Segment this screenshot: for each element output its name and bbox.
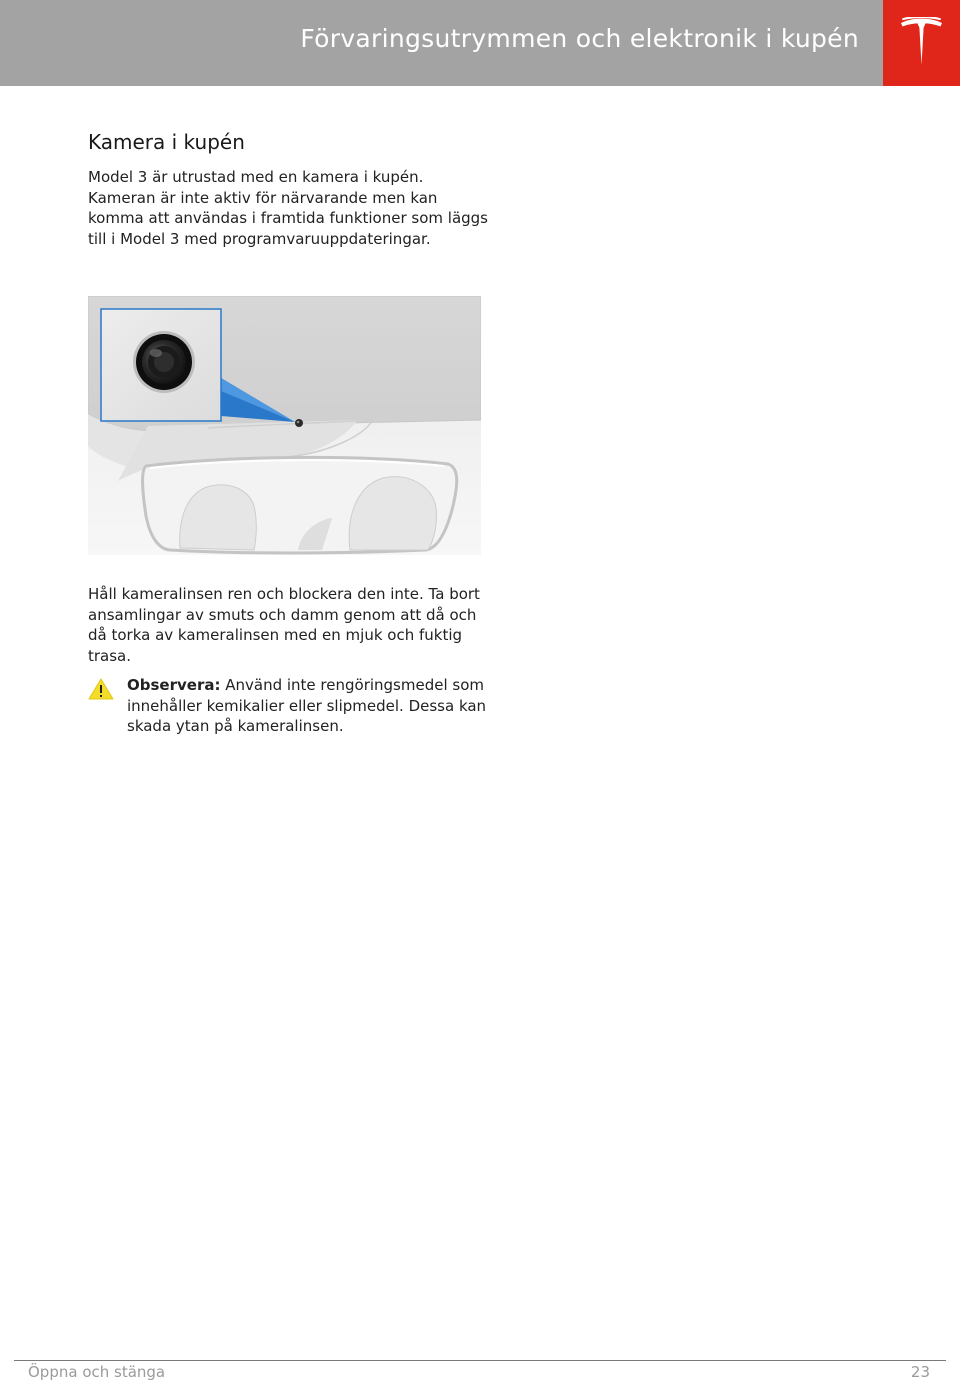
section-title: Kamera i kupén — [88, 130, 245, 154]
caution-label: Observera: — [127, 676, 221, 694]
chapter-title: Förvaringsutrymmen och elektronik i kupén — [300, 24, 859, 53]
page-header — [0, 0, 883, 86]
brand-box — [883, 0, 960, 86]
intro-paragraph: Model 3 är utrustad med en kamera i kupén. Kameran är inte aktiv för närvarande men kan komma att användas i framtida funktioner som läggs till i Model 3 med programvaruuppdateringar. — [88, 168, 488, 248]
page-number: 23 — [910, 1363, 930, 1381]
footer-divider — [14, 1360, 946, 1361]
cleaning-paragraph: Håll kameralinsen ren och blockera den inte. Ta bort ansamlingar av smuts och damm genom att då och då torka av kameralinsen med en mjuk och fuktig trasa. — [88, 585, 480, 665]
footer-chapter: Öppna och stänga — [28, 1363, 166, 1381]
tesla-logo-icon — [899, 17, 944, 67]
warning-icon — [88, 678, 114, 700]
cabin-camera-illustration — [88, 296, 481, 555]
caution-text — [127, 675, 488, 737]
caution-body: Använd inte rengöringsmedel som innehåller kemikalier eller slipmedel. Dessa kan skada ytan på kameralinsen. — [127, 676, 487, 735]
caution-note — [88, 675, 488, 737]
